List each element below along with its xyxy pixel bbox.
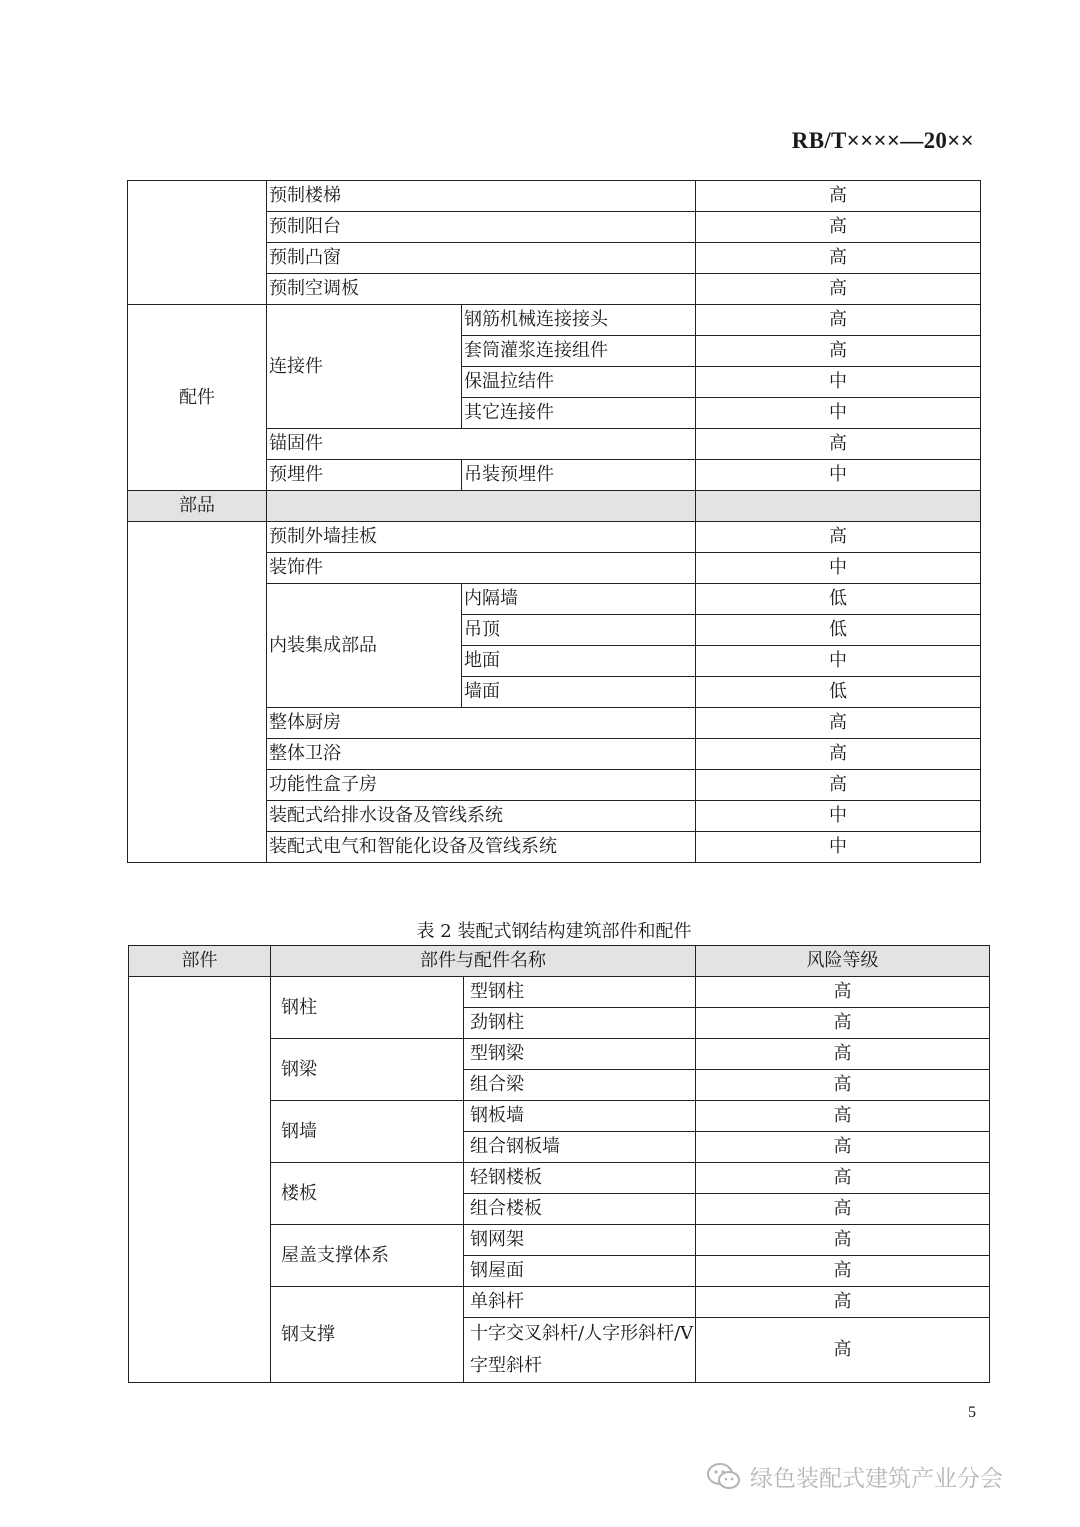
risk-level: 中 (696, 832, 981, 863)
risk-level: 高 (696, 770, 981, 801)
risk-level: 高 (696, 1039, 990, 1070)
item-name: 预制外墙挂板 (267, 522, 696, 553)
item-name: 装配式电气和智能化设备及管线系统 (267, 832, 696, 863)
header-risk: 风险等级 (696, 946, 990, 977)
item-name: 功能性盒子房 (267, 770, 696, 801)
risk-level: 低 (696, 615, 981, 646)
item-name: 锚固件 (267, 429, 696, 460)
watermark (706, 1460, 1003, 1493)
subgroup-label-connectors: 连接件 (267, 305, 462, 429)
table-row (128, 522, 981, 553)
item-name: 整体厨房 (267, 708, 696, 739)
risk-level: 低 (696, 584, 981, 615)
risk-level: 高 (696, 1101, 990, 1132)
risk-level: 高 (696, 429, 981, 460)
item-name: 钢板墙 (464, 1101, 696, 1132)
risk-level: 高 (696, 274, 981, 305)
item-name: 型钢梁 (464, 1039, 696, 1070)
header-name: 部件与配件名称 (271, 946, 696, 977)
risk-level: 高 (696, 1070, 990, 1101)
risk-level: 中 (696, 367, 981, 398)
item-name: 吊装预埋件 (462, 460, 696, 491)
group-label-peijian: 配件 (128, 305, 267, 491)
item-name: 预制凸窗 (267, 243, 696, 274)
table-row (128, 181, 981, 212)
group-label: 钢柱 (271, 977, 464, 1039)
item-name: 预制空调板 (267, 274, 696, 305)
section-empty-cell (696, 491, 981, 522)
item-name: 装配式给排水设备及管线系统 (267, 801, 696, 832)
item-name: 轻钢楼板 (464, 1163, 696, 1194)
risk-level: 高 (696, 336, 981, 367)
risk-level: 高 (696, 1163, 990, 1194)
risk-level: 高 (696, 1194, 990, 1225)
item-name: 十字交叉斜杆/人字形斜杆/V 字型斜杆 (464, 1318, 696, 1383)
subgroup-label-interior: 内装集成部品 (267, 584, 462, 708)
item-name: 组合楼板 (464, 1194, 696, 1225)
risk-level: 高 (696, 212, 981, 243)
item-name: 吊顶 (462, 615, 696, 646)
table-header-row (129, 946, 990, 977)
item-name: 套筒灌浆连接组件 (462, 336, 696, 367)
risk-level: 高 (696, 243, 981, 274)
section-header-row (128, 491, 981, 522)
section-label-bupin: 部品 (128, 491, 267, 522)
risk-level: 中 (696, 801, 981, 832)
item-name: 组合钢板墙 (464, 1132, 696, 1163)
risk-level: 高 (696, 977, 990, 1008)
watermark-text: 绿色装配式建筑产业分会 (750, 1466, 1003, 1492)
component-table-continued (127, 180, 981, 863)
item-name: 型钢柱 (464, 977, 696, 1008)
risk-level: 高 (696, 708, 981, 739)
section-empty-cell (267, 491, 696, 522)
subgroup-label-embedded: 预埋件 (267, 460, 462, 491)
group-label: 楼板 (271, 1163, 464, 1225)
risk-level: 高 (696, 305, 981, 336)
item-name: 预制楼梯 (267, 181, 696, 212)
item-name: 保温拉结件 (462, 367, 696, 398)
header-part: 部件 (129, 946, 271, 977)
item-name: 劲钢柱 (464, 1008, 696, 1039)
risk-level: 高 (696, 1318, 990, 1383)
risk-level: 中 (696, 398, 981, 429)
group-cell-empty (128, 181, 267, 305)
item-name: 钢网架 (464, 1225, 696, 1256)
item-name: 内隔墙 (462, 584, 696, 615)
risk-level: 高 (696, 522, 981, 553)
risk-level: 高 (696, 1287, 990, 1318)
risk-level: 高 (696, 1225, 990, 1256)
item-name: 地面 (462, 646, 696, 677)
risk-level: 高 (696, 181, 981, 212)
group-label: 屋盖支撑体系 (271, 1225, 464, 1287)
item-name: 钢筋机械连接接头 (462, 305, 696, 336)
group-label: 钢梁 (271, 1039, 464, 1101)
group-cell-empty (128, 522, 267, 863)
risk-level: 中 (696, 646, 981, 677)
table-row (128, 305, 981, 336)
group-label: 钢支撑 (271, 1287, 464, 1383)
document-code: RB/T××××—20×× (791, 128, 974, 153)
risk-level: 高 (696, 1256, 990, 1287)
item-name: 整体卫浴 (267, 739, 696, 770)
item-name: 钢屋面 (464, 1256, 696, 1287)
item-name: 单斜杆 (464, 1287, 696, 1318)
group-cell-empty (129, 977, 271, 1383)
wechat-icon (706, 1462, 742, 1492)
item-name: 墙面 (462, 677, 696, 708)
table-row (129, 977, 990, 1008)
risk-level: 低 (696, 677, 981, 708)
risk-level: 高 (696, 1008, 990, 1039)
risk-level: 高 (696, 739, 981, 770)
page-number: 5 (968, 1404, 976, 1421)
item-name: 其它连接件 (462, 398, 696, 429)
item-name: 组合梁 (464, 1070, 696, 1101)
risk-level: 高 (696, 1132, 990, 1163)
risk-level: 中 (696, 553, 981, 584)
item-name: 预制阳台 (267, 212, 696, 243)
table-caption: 表 2 装配式钢结构建筑部件和配件 (416, 921, 692, 942)
risk-level: 中 (696, 460, 981, 491)
item-name: 装饰件 (267, 553, 696, 584)
group-label: 钢墙 (271, 1101, 464, 1163)
steel-structure-table (128, 945, 990, 1383)
